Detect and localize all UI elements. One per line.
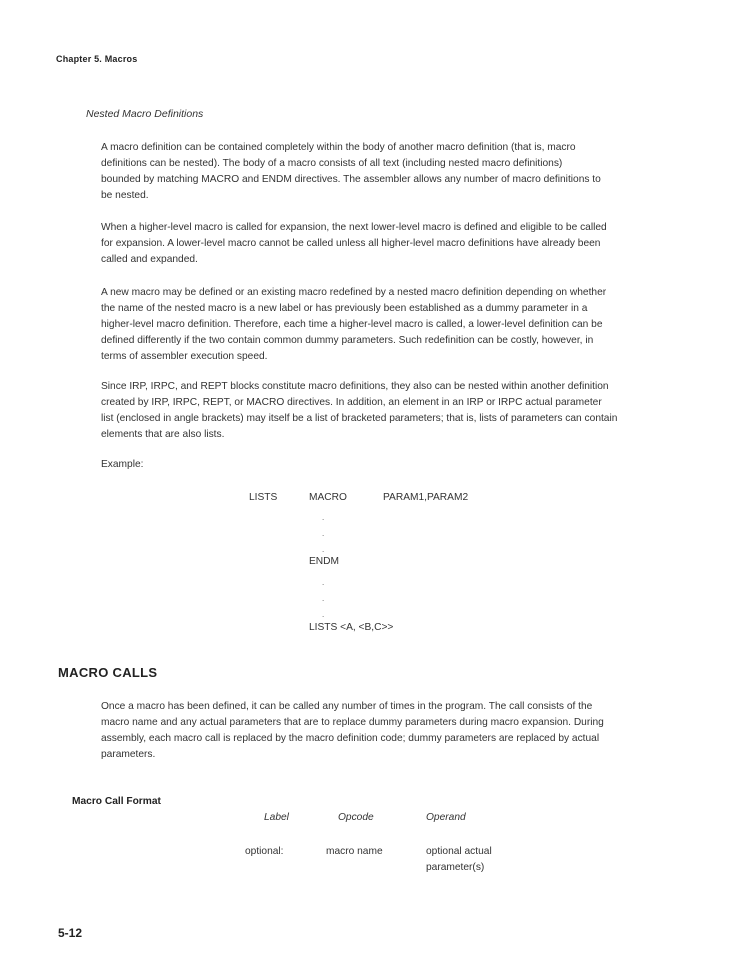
text-line: the name of the nested macro is a new label or has previously been established as a dummy parameter in a xyxy=(101,303,588,314)
ellipsis-dot: . xyxy=(322,545,325,554)
text-line: A new macro may be defined or an existing macro redefined by a nested macro definition depending on whether xyxy=(101,287,607,298)
text-line: terms of assembler execution speed. xyxy=(101,351,268,362)
format-operand-value xyxy=(426,844,492,876)
ellipsis-dot: . xyxy=(322,529,325,538)
text-line: list (enclosed in angle brackets) may itself be a list of bracketed parameters; that is, lists of parameters can contain xyxy=(101,413,618,424)
text-line: created by IRP, IRPC, REPT, or MACRO directives. In addition, an element in an IRP or IRPC actual parameter xyxy=(101,397,602,408)
text-line: Since IRP, IRPC, and REPT blocks constitute macro definitions, they also can be nested within another definition xyxy=(101,381,609,392)
text-line: for expansion. A lower-level macro cannot be called unless all higher-level macro definitions have already been xyxy=(101,238,601,249)
text-line: called and expanded. xyxy=(101,254,198,265)
text-line: optional actual xyxy=(426,846,492,857)
paragraph-irp-nesting xyxy=(101,379,686,443)
paragraph-higher-level-call xyxy=(101,220,686,268)
section-title: MACRO CALLS xyxy=(58,665,158,680)
chapter-header: Chapter 5. Macros xyxy=(56,54,138,64)
column-header-opcode: Opcode xyxy=(338,812,374,823)
text-line: defined differently if the two contain common dummy parameters. Such redefinition can be costly, however, in xyxy=(101,335,594,346)
example-call: LISTS <A, <B,C>> xyxy=(309,622,394,633)
text-line: parameter(s) xyxy=(426,862,485,873)
ellipsis-dot: . xyxy=(322,594,325,603)
text-line: bounded by matching MACRO and ENDM directives. The assembler allows any number of macro definitions to xyxy=(101,174,601,185)
format-label-value: optional: xyxy=(245,846,284,857)
text-line: higher-level macro definition. Therefore, each time a higher-level macro is called, a lower-level definition can be xyxy=(101,319,603,330)
example-endm: ENDM xyxy=(309,556,339,567)
ellipsis-dot: . xyxy=(322,578,325,587)
text-line: When a higher-level macro is called for expansion, the next lower-level macro is defined and eligible to be called xyxy=(101,222,607,233)
text-line: elements that are also lists. xyxy=(101,429,225,440)
paragraph-redefinition xyxy=(101,285,686,365)
text-line: macro name and any actual parameters that are to replace dummy parameters during macro expansion. During xyxy=(101,717,604,728)
example-label: Example: xyxy=(101,459,144,470)
ellipsis-dot: . xyxy=(322,610,325,619)
text-line: parameters. xyxy=(101,749,156,760)
text-line: assembly, each macro call is replaced by the macro definition code; dummy parameters are replaced by actual xyxy=(101,733,600,744)
paragraph-nested-definition xyxy=(101,140,686,204)
text-line: definitions can be nested). The body of a macro consists of all text (including nested macro definitions) xyxy=(101,158,563,169)
text-line: Once a macro has been defined, it can be called any number of times in the program. The call consists of the xyxy=(101,701,593,712)
page-number: 5-12 xyxy=(58,926,83,940)
example-label-field: LISTS xyxy=(249,492,278,503)
column-header-label: Label xyxy=(264,812,289,823)
example-opcode-field: MACRO xyxy=(309,492,347,503)
ellipsis-dot: . xyxy=(322,513,325,522)
text-line: A macro definition can be contained completely within the body of another macro definition (that is, macro xyxy=(101,142,576,153)
column-header-operand: Operand xyxy=(426,812,466,823)
paragraph-macro-calls xyxy=(101,699,686,763)
text-line: be nested. xyxy=(101,190,149,201)
format-label: Macro Call Format xyxy=(72,796,161,807)
format-opcode-value: macro name xyxy=(326,846,383,857)
subsection-title: Nested Macro Definitions xyxy=(86,108,204,120)
example-operand-field: PARAM1,PARAM2 xyxy=(383,492,469,503)
